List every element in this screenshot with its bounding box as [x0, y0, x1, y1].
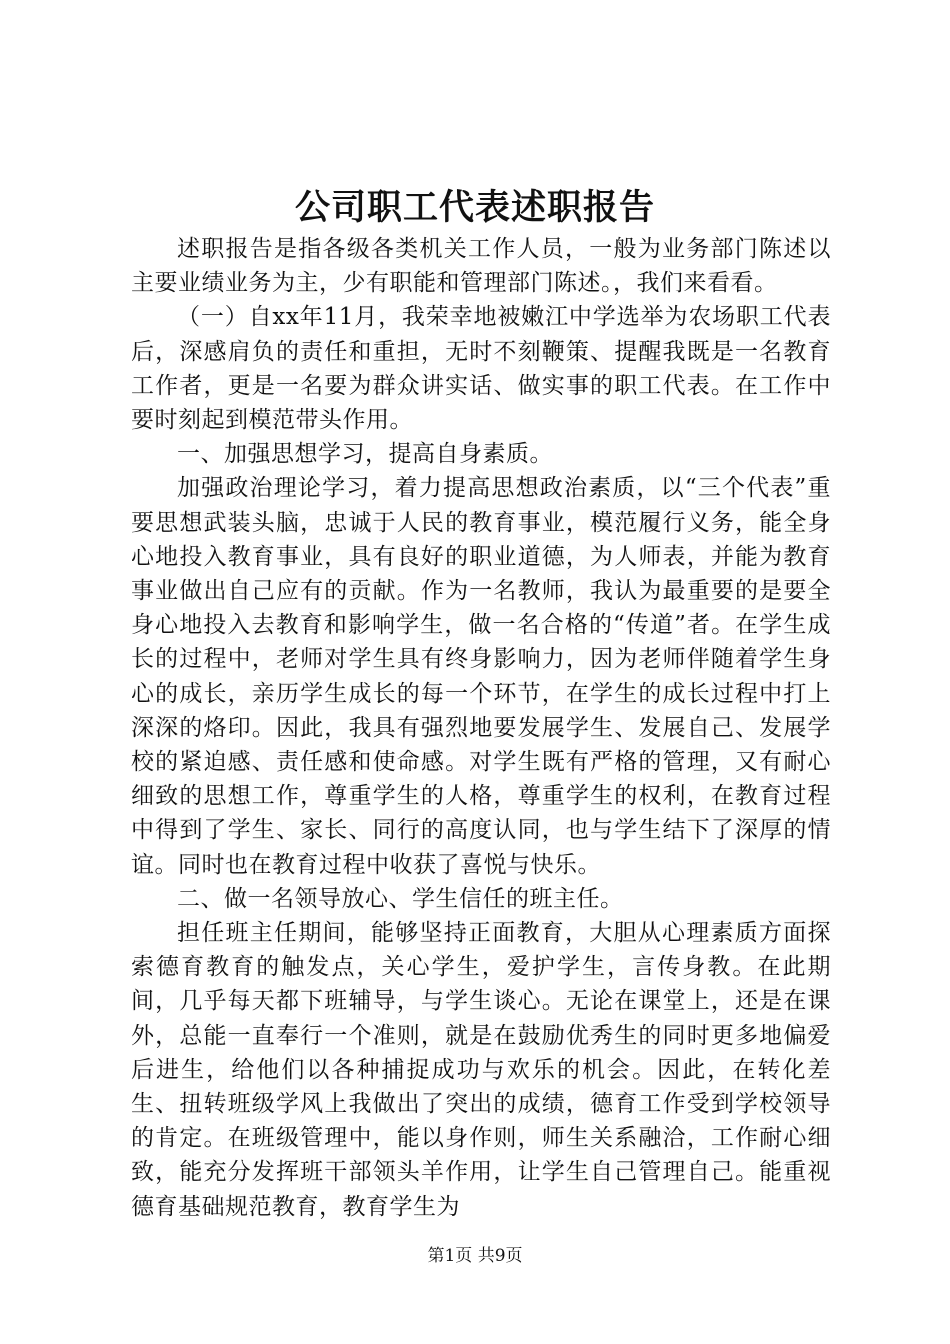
paragraph-background: （一）自xx年11月，我荣幸地被嫩江中学选举为农场职工代表后，深感肩负的责任和重担，无时不刻鞭策、提醒我既是一名教育工作者，更是一名要为群众讲实话、做实事的职工代表。在工作中要时刻起到模范带头作用。: [131, 304, 831, 434]
paragraph-class-teacher: 担任班主任期间，能够坚持正面教育，大胆从心理素质方面探索德育教育的触发点，关心学生，爱护学生，言传身教。在此期间，几乎每天都下班辅导，与学生谈心。无论在课堂上，还是在课外，总能一直奉行一个准则，就是在鼓励优秀生的同时更多地偏爱后进生，给他们以各种捕捉成功与欢乐的机会。因此，在转化差生、扭转班级学风上我做出了突出的成绩，德育工作受到学校领导的肯定。在班级管理中，能以身作则，师生关系融洽，工作耐心细致，能充分发挥班干部领头羊作用，让学生自己管理自己。能重视德育基础规范教育，教育学生为: [131, 920, 831, 1220]
document-body: [131, 232, 831, 1224]
paragraph-intro: 述职报告是指各级各类机关工作人员，一般为业务部门陈述以主要业绩业务为主，少有职能和管理部门陈述。，我们来看看。: [131, 236, 831, 297]
paragraph-study: 加强政治理论学习，着力提高思想政治素质，以“三个代表”重要思想武装头脑，忠诚于人民的教育事业，模范履行义务，能全身心地投入教育事业，具有良好的职业道德，为人师表，并能为教育事业做出自己应有的贡献。作为一名教师，我认为最重要的是要全身心地投入去教育和影响学生，做一名合格的“传道”者。在学生成长的过程中，老师对学生具有终身影响力，因为老师伴随着学生身心的成长，亲历学生成长的每一个环节，在学生的成长过程中打上深深的烙印。因此，我具有强烈地要发展学生、发展自己、发展学校的紧迫感、责任感和使命感。对学生既有严格的管理，又有耐心细致的思想工作，尊重学生的人格，尊重学生的权利，在教育过程中得到了学生、家长、同行的高度认同，也与学生结下了深厚的情谊。同时也在教育过程中收获了喜悦与快乐。: [131, 475, 831, 878]
document-title: 公司职工代表述职报告: [294, 187, 655, 228]
section-heading-study: 一、加强思想学习，提高自身素质。: [177, 441, 553, 468]
page-footer: 第1页 共9页: [427, 1246, 523, 1266]
section-heading-class-teacher: 二、做一名领导放心、学生信任的班主任。: [177, 885, 624, 912]
